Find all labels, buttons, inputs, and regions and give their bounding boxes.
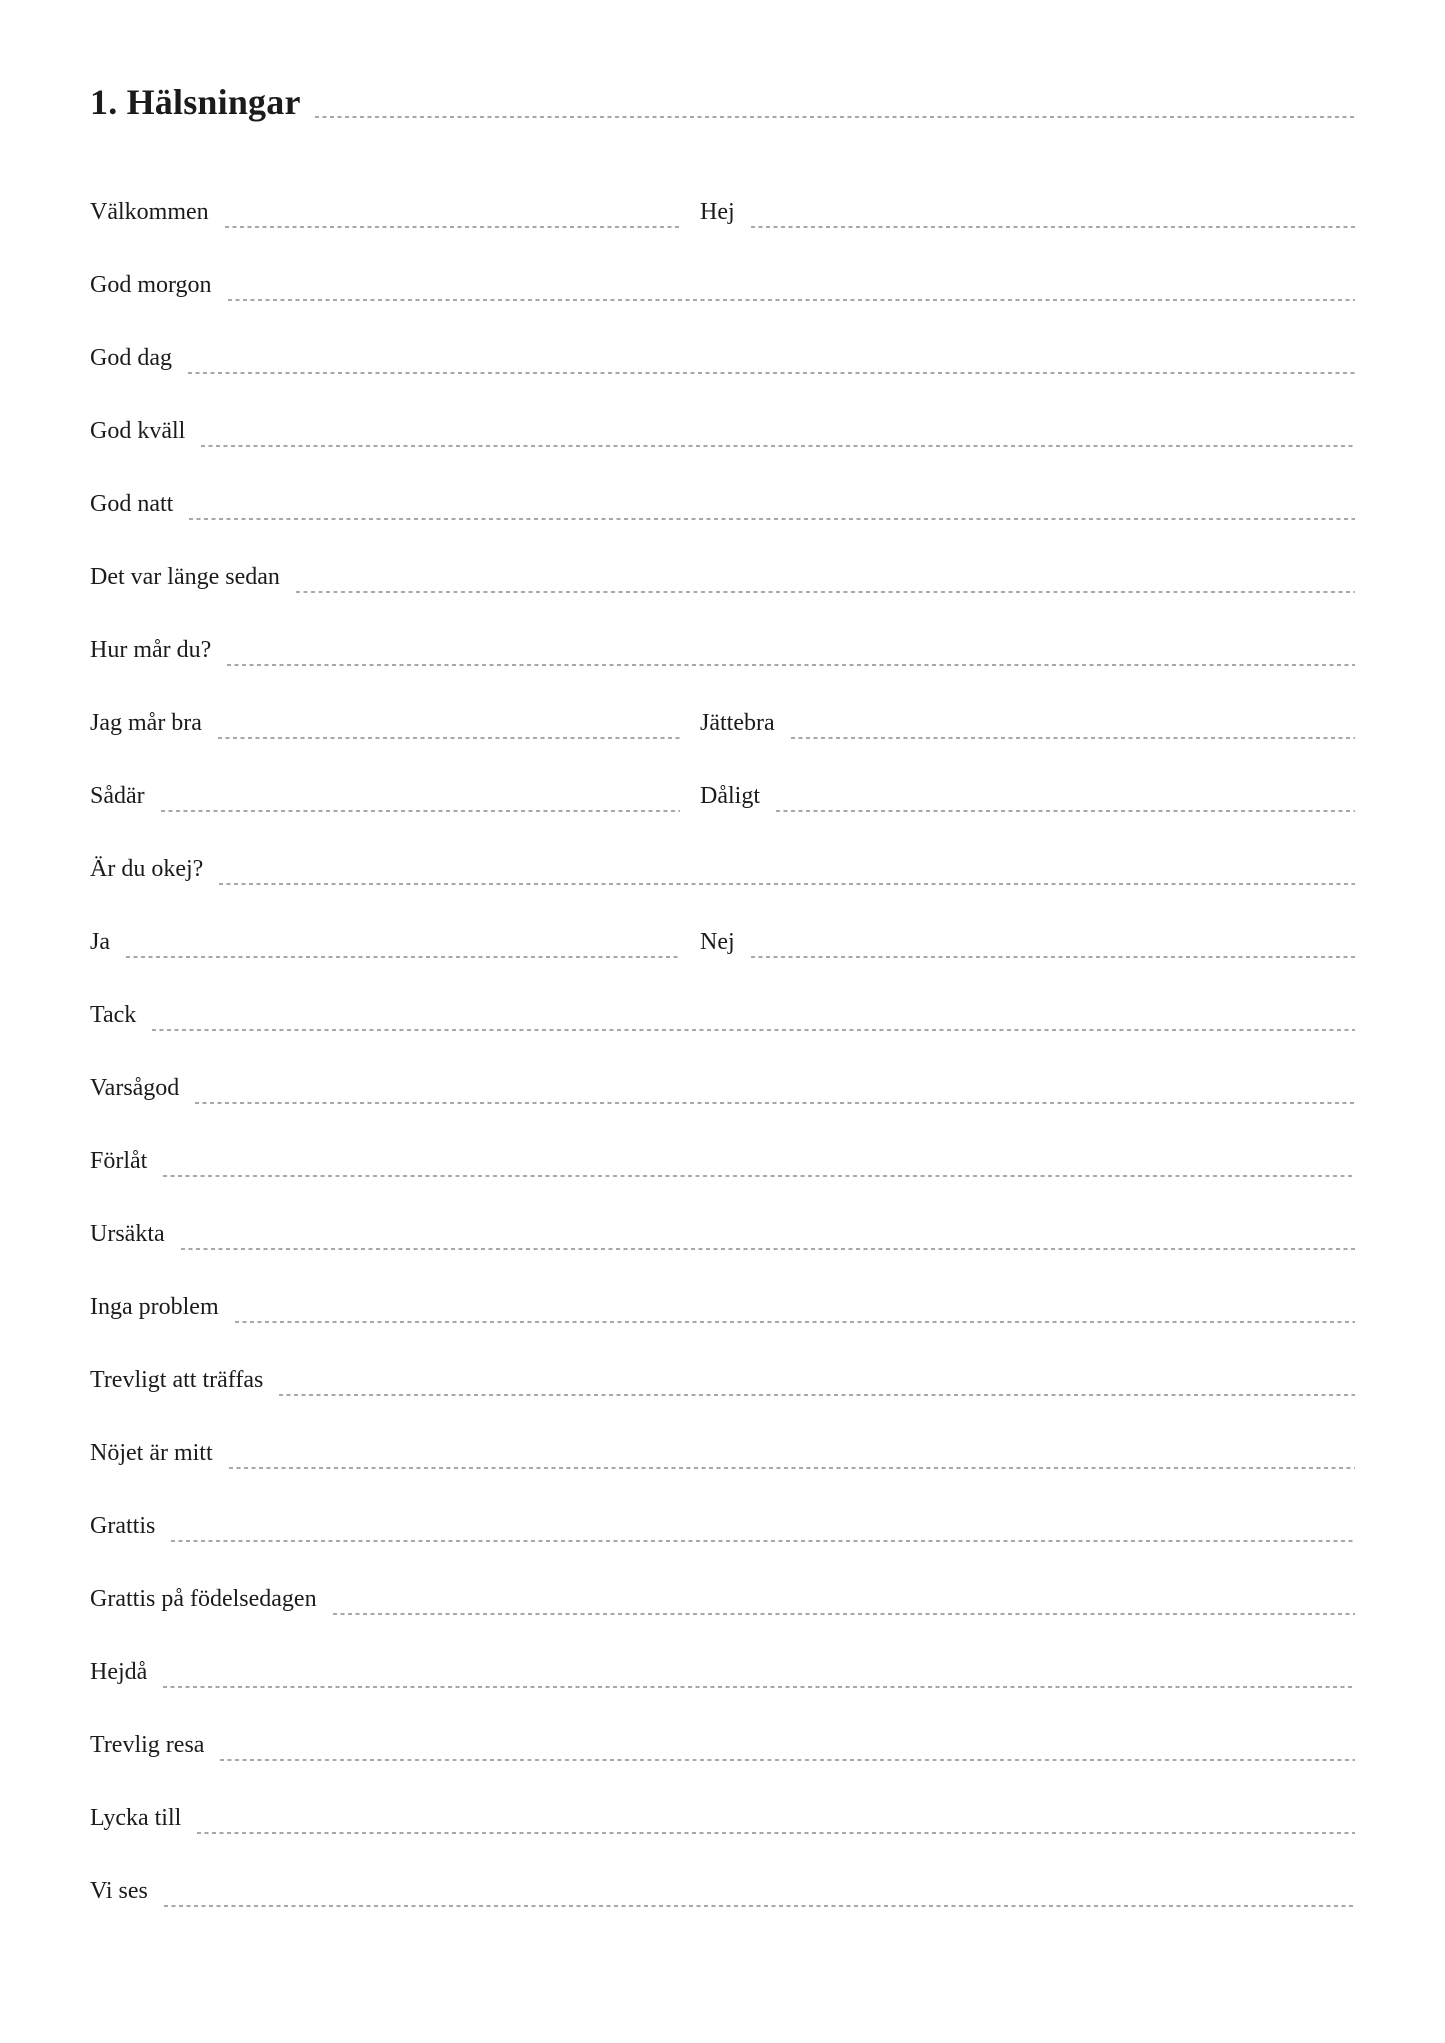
term-label: God kväll — [90, 418, 186, 444]
answer-blank-line — [219, 883, 1355, 886]
answer-blank-line — [163, 1686, 1355, 1689]
vocab-row — [90, 808, 1355, 881]
vocab-row — [90, 1246, 1355, 1319]
vocab-row — [90, 1173, 1355, 1246]
vocab-row — [90, 1027, 1355, 1100]
vocab-row — [90, 954, 1355, 1027]
answer-blank-line — [225, 226, 680, 229]
answer-blank-line — [163, 1175, 1355, 1178]
vocab-cell — [700, 200, 1355, 224]
answer-blank-line — [751, 226, 1355, 229]
answer-blank-line — [171, 1540, 1355, 1543]
term-label: Tack — [90, 1002, 137, 1028]
vocab-row — [90, 370, 1355, 443]
vocab-list — [90, 151, 1355, 1903]
answer-blank-line — [227, 664, 1355, 667]
answer-blank-line — [161, 810, 680, 813]
vocab-row — [90, 443, 1355, 516]
vocab-row — [90, 1465, 1355, 1538]
term-label: Inga problem — [90, 1294, 219, 1320]
term-label: God natt — [90, 491, 174, 517]
answer-blank-line — [218, 737, 680, 740]
vocab-cell — [700, 711, 1355, 735]
answer-blank-line — [791, 737, 1355, 740]
answer-blank-line — [126, 956, 680, 959]
vocab-row — [90, 151, 1355, 224]
term-label: Förlåt — [90, 1148, 148, 1174]
term-label: Vi ses — [90, 1878, 148, 1904]
vocab-row — [90, 224, 1355, 297]
section-heading-row — [90, 80, 1355, 120]
answer-blank-line — [181, 1248, 1355, 1251]
term-label: Nöjet är mitt — [90, 1440, 213, 1466]
vocab-cell — [90, 784, 680, 808]
vocab-row — [90, 1830, 1355, 1903]
answer-blank-line — [776, 810, 1355, 813]
answer-blank-line — [188, 372, 1355, 375]
vocab-row — [90, 1392, 1355, 1465]
term-label: Jättebra — [700, 710, 775, 736]
answer-blank-line — [229, 1467, 1355, 1470]
answer-blank-line — [152, 1029, 1355, 1032]
term-label: Dåligt — [700, 783, 760, 809]
vocab-row — [90, 662, 1355, 735]
section-title: 1. Hälsningar — [90, 82, 301, 122]
vocab-row — [90, 881, 1355, 954]
term-label: Hejdå — [90, 1659, 148, 1685]
answer-blank-line — [296, 591, 1355, 594]
vocab-cell — [90, 930, 680, 954]
vocab-row — [90, 1100, 1355, 1173]
answer-blank-line — [333, 1613, 1355, 1616]
vocab-cell — [700, 784, 1355, 808]
answer-blank-line — [751, 956, 1355, 959]
vocab-row — [90, 735, 1355, 808]
vocab-cell — [90, 711, 680, 735]
term-label: Varsågod — [90, 1075, 180, 1101]
vocab-row — [90, 297, 1355, 370]
vocab-cell — [90, 200, 680, 224]
vocab-row — [90, 1611, 1355, 1684]
term-label: Trevligt att träffas — [90, 1367, 264, 1393]
vocab-row — [90, 516, 1355, 589]
term-label: Välkommen — [90, 199, 209, 225]
answer-blank-line — [197, 1832, 1355, 1835]
vocab-row — [90, 589, 1355, 662]
vocab-row — [90, 1757, 1355, 1830]
term-label: Trevlig resa — [90, 1732, 205, 1758]
term-label: God morgon — [90, 272, 212, 298]
term-label: Grattis — [90, 1513, 156, 1539]
answer-blank-line — [201, 445, 1355, 448]
vocab-cell — [700, 930, 1355, 954]
answer-blank-line — [189, 518, 1355, 521]
term-label: Ja — [90, 929, 110, 955]
term-label: Jag mår bra — [90, 710, 202, 736]
term-label: Hej — [700, 199, 735, 225]
term-label: Ursäkta — [90, 1221, 165, 1247]
title-dotted-line — [315, 116, 1355, 119]
term-label: Sådär — [90, 783, 145, 809]
answer-blank-line — [220, 1759, 1355, 1762]
vocab-row — [90, 1319, 1355, 1392]
term-label: Grattis på födelsedagen — [90, 1586, 317, 1612]
term-label: Hur mår du? — [90, 637, 212, 663]
answer-blank-line — [279, 1394, 1355, 1397]
term-label: Det var länge sedan — [90, 564, 280, 590]
vocab-row — [90, 1684, 1355, 1757]
answer-blank-line — [195, 1102, 1355, 1105]
vocab-row — [90, 1538, 1355, 1611]
term-label: Är du okej? — [90, 856, 204, 882]
term-label: Lycka till — [90, 1805, 182, 1831]
answer-blank-line — [235, 1321, 1355, 1324]
term-label: Nej — [700, 929, 735, 955]
answer-blank-line — [164, 1905, 1355, 1908]
term-label: God dag — [90, 345, 172, 371]
answer-blank-line — [228, 299, 1355, 302]
